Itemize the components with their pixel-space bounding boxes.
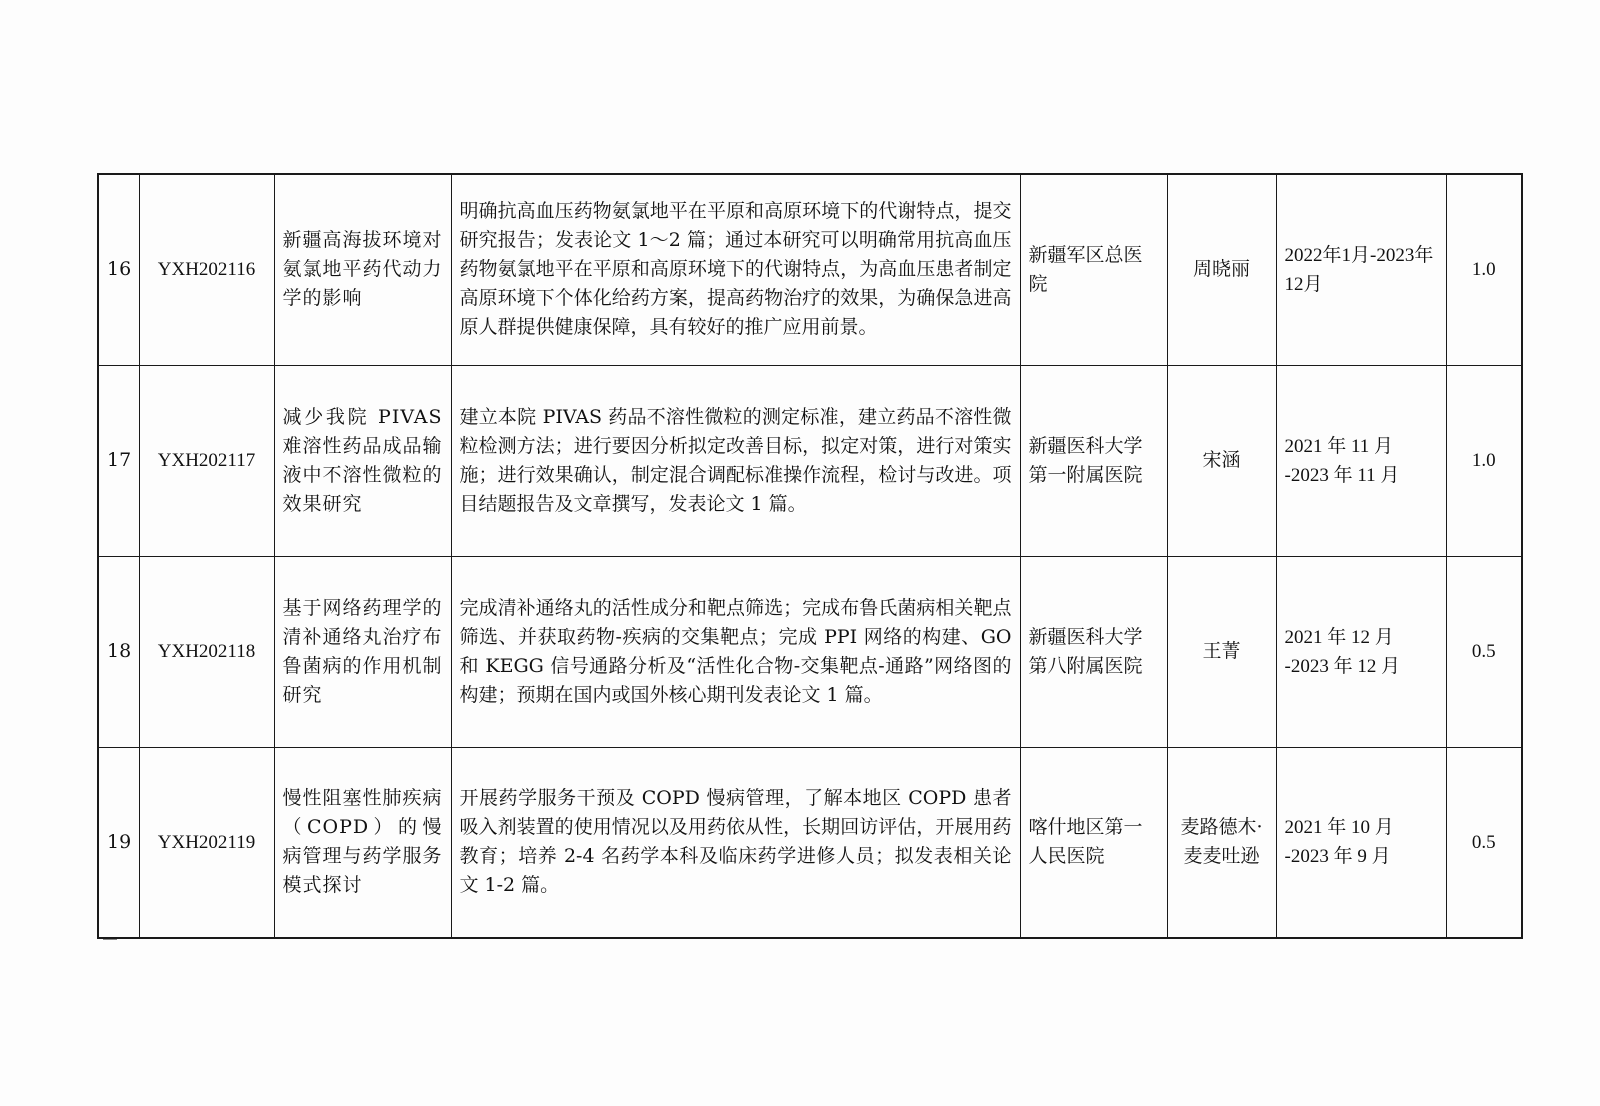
organization: 新疆医科大学第八附属医院: [1020, 556, 1167, 747]
project-period: 2021 年 10 月 -2023 年 9 月: [1276, 747, 1446, 938]
funding-amount: 1.0: [1446, 365, 1522, 556]
funding-amount: 1.0: [1446, 174, 1522, 365]
project-period: 2021 年 11 月 -2023 年 11 月: [1276, 365, 1446, 556]
project-table: [97, 173, 1523, 939]
project-description: 开展药学服务干预及 COPD 慢病管理，了解本地区 COPD 患者吸入剂装置的使用情况以及用药依从性，长期回访评估，开展用药教育；培养 2-4 名药学本科及临床药学进修人员；拟发表相关论文 1-2 篇。: [451, 747, 1020, 938]
table-row: [98, 556, 1522, 747]
project-title: 减少我院 PIVAS 难溶性药品成品输液中不溶性微粒的效果研究: [274, 365, 451, 556]
principal-investigator: 王菁: [1167, 556, 1276, 747]
project-title: 新疆高海拔环境对氨氯地平药代动力学的影响: [274, 174, 451, 365]
project-code: YXH202118: [139, 556, 274, 747]
table-row: [98, 174, 1522, 365]
project-code: YXH202117: [139, 365, 274, 556]
project-description: 建立本院 PIVAS 药品不溶性微粒的测定标准，建立药品不溶性微粒检测方法；进行要因分析拟定改善目标，拟定对策，进行对策实施；进行效果确认，制定混合调配标准操作流程，检讨与改进。项目结题报告及文章撰写，发表论文 1 篇。: [451, 365, 1020, 556]
funding-amount: 0.5: [1446, 747, 1522, 938]
project-period: 2021 年 12 月 -2023 年 12 月: [1276, 556, 1446, 747]
principal-investigator: 周晓丽: [1167, 174, 1276, 365]
project-period: 2022年1月-2023年12月: [1276, 174, 1446, 365]
principal-investigator: 麦路德木·麦麦吐逊: [1167, 747, 1276, 938]
project-code: YXH202116: [139, 174, 274, 365]
project-description: 完成清补通络丸的活性成分和靶点筛选；完成布鲁氏菌病相关靶点筛选、并获取药物-疾病的交集靶点；完成 PPI 网络的构建、GO 和 KEGG 信号通路分析及“活性化合物-交集靶点-通路”网络图的构建；预期在国内或国外核心期刊发表论文 1 篇。: [451, 556, 1020, 747]
project-title: 基于网络药理学的清补通络丸治疗布鲁菌病的作用机制研究: [274, 556, 451, 747]
organization: 新疆军区总医院: [1020, 174, 1167, 365]
principal-investigator: 宋涵: [1167, 365, 1276, 556]
project-code: YXH202119: [139, 747, 274, 938]
row-number: 19: [98, 747, 139, 938]
row-number: 18: [98, 556, 139, 747]
organization: 喀什地区第一人民医院: [1020, 747, 1167, 938]
table-row: [98, 747, 1522, 938]
table-row: [98, 365, 1522, 556]
row-number: 17: [98, 365, 139, 556]
scan-mark: [103, 939, 117, 940]
funding-amount: 0.5: [1446, 556, 1522, 747]
organization: 新疆医科大学第一附属医院: [1020, 365, 1167, 556]
row-number: 16: [98, 174, 139, 365]
project-title: 慢性阻塞性肺疾病（COPD）的慢病管理与药学服务模式探讨: [274, 747, 451, 938]
project-description: 明确抗高血压药物氨氯地平在平原和高原环境下的代谢特点，提交研究报告；发表论文 1～2 篇；通过本研究可以明确常用抗高血压药物氨氯地平在平原和高原环境下的代谢特点，为高血压患者制定高原环境下个体化给药方案，提高药物治疗的效果，为确保急进高原人群提供健康保障，具有较好的推广应用前景。: [451, 174, 1020, 365]
